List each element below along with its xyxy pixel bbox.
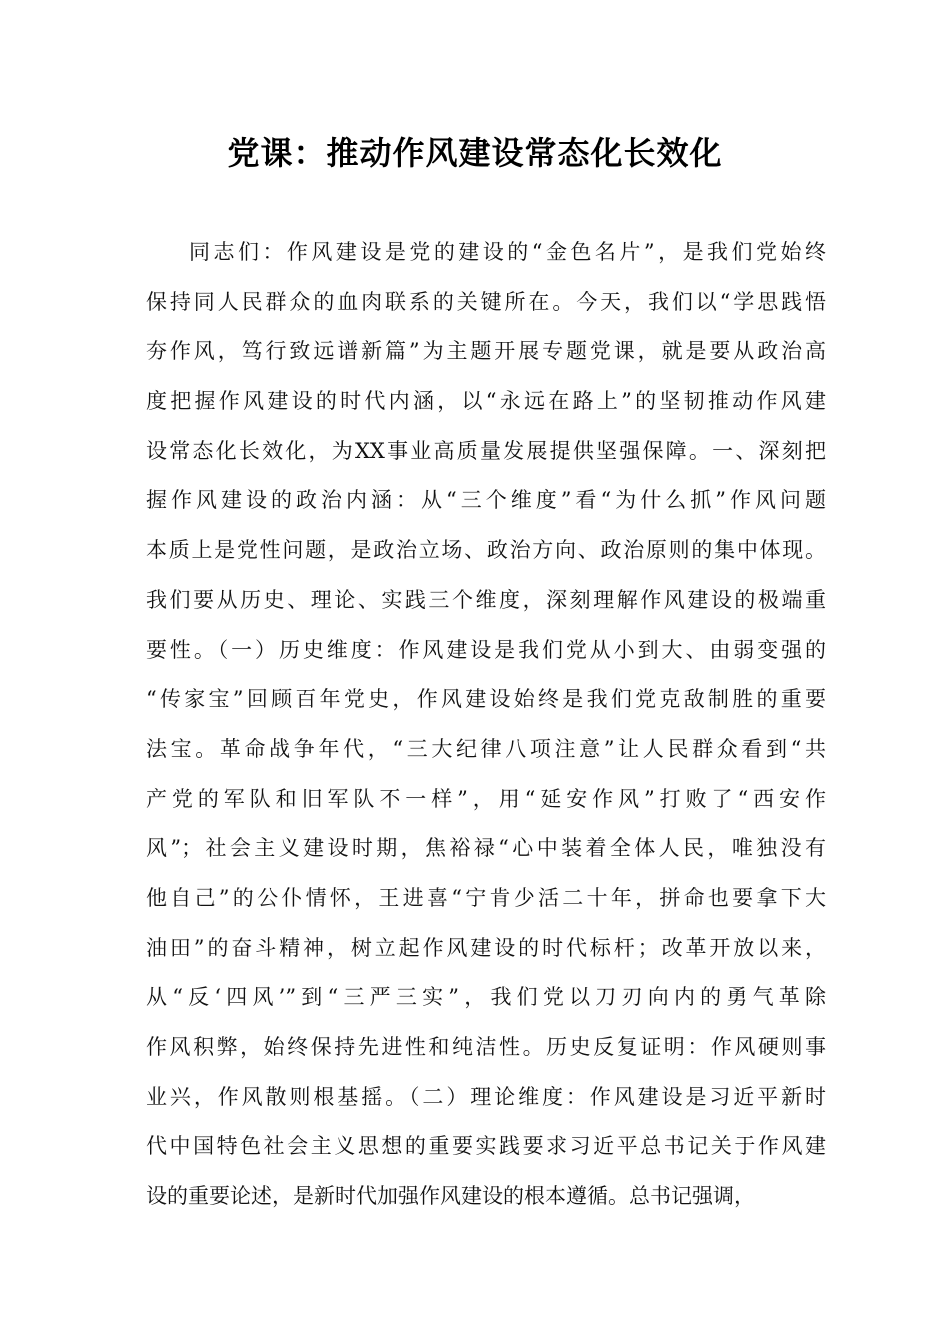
body-line: 同志们：作风建设是党的建设的“金色名片”，是我们党始终: [189, 240, 826, 264]
body-line: 从“反‘四风’”到“三严三实”，我们党以刀刃向内的勇气革除: [146, 985, 826, 1010]
body-line: 本质上是党性问题，是政治立场、政治方向、政治原则的集中体现。: [146, 538, 826, 563]
body-line: 我们要从历史、理论、实践三个维度，深刻理解作风建设的极端重: [146, 587, 826, 612]
body-line: 他自己”的公仆情怀，王进喜“宁肯少活二十年，拼命也要拿下大: [146, 885, 826, 910]
body-line: 法宝。革命战争年代，“三大纪律八项注意”让人民群众看到“共: [146, 736, 826, 761]
body-line: “传家宝”回顾百年党史，作风建设始终是我们党克敌制胜的重要: [146, 687, 826, 712]
document-body: [146, 228, 826, 1222]
body-line: 保持同人民群众的血肉联系的关键所在。今天，我们以“学思践悟: [146, 289, 826, 314]
body-line: 油田”的奋斗精神，树立起作风建设的时代标杆；改革开放以来，: [146, 935, 826, 960]
document-title: 党课：推动作风建设常态化长效化: [227, 134, 723, 172]
body-line: 业兴，作风散则根基摇。（二）理论维度：作风建设是习近平新时: [146, 1084, 826, 1109]
body-line: 设的重要论述，是新时代加强作风建设的根本遵循。总书记强调，: [146, 1184, 755, 1209]
body-line: 代中国特色社会主义思想的重要实践要求习近平总书记关于作风建: [146, 1134, 826, 1159]
body-line: 握作风建设的政治内涵：从“三个维度”看“为什么抓”作风问题: [146, 488, 826, 513]
body-line: 产党的军队和旧军队不一样”，用“延安作风”打败了“西安作: [146, 786, 826, 811]
body-line: 作风积弊，始终保持先进性和纯洁性。历史反复证明：作风硬则事: [146, 1035, 826, 1059]
body-line: 设常态化长效化，为XX事业高质量发展提供坚强保障。一、深刻把: [146, 438, 826, 463]
body-line: 风”；社会主义建设时期，焦裕禄“心中装着全体人民，唯独没有: [146, 836, 826, 861]
body-line: 夯作风，笃行致远谱新篇”为主题开展专题党课，就是要从政治高: [146, 339, 826, 364]
body-line: 度把握作风建设的时代内涵，以“永远在路上”的坚韧推动作风建: [146, 389, 826, 414]
body-line: 要性。（一）历史维度：作风建设是我们党从小到大、由弱变强的: [146, 637, 826, 662]
